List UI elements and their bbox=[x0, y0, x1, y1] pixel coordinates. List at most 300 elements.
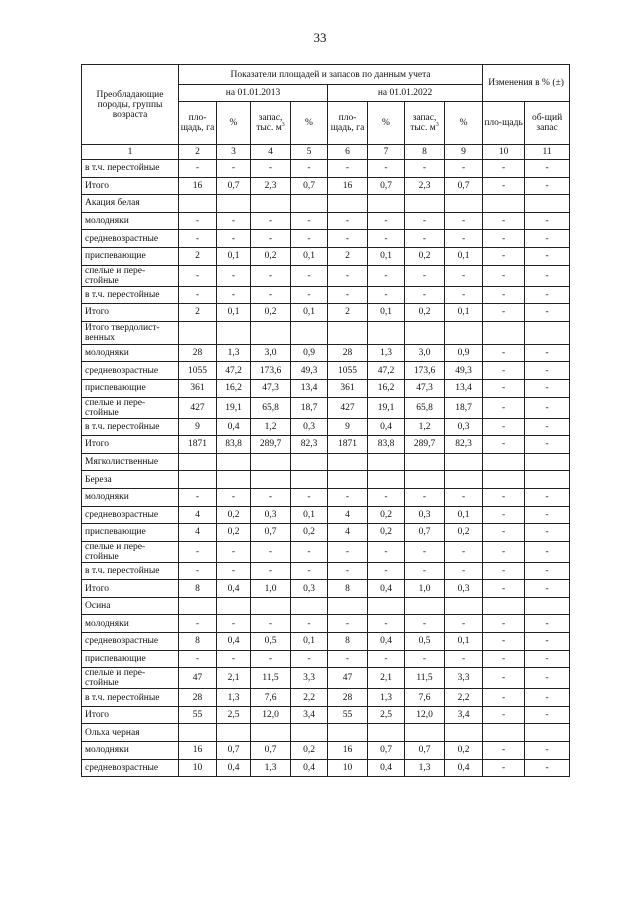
table-cell: - bbox=[291, 212, 328, 230]
forest-stock-table bbox=[81, 64, 570, 777]
table-row bbox=[82, 580, 570, 598]
row-label: средневозрастные bbox=[82, 362, 179, 380]
table-cell: 2,1 bbox=[368, 668, 405, 689]
table-cell: 19,1 bbox=[217, 397, 251, 418]
table-cell: 1,3 bbox=[217, 689, 251, 707]
table-cell: 0,4 bbox=[217, 633, 251, 651]
table-cell: - bbox=[525, 524, 570, 542]
table-cell bbox=[217, 453, 251, 471]
table-cell: - bbox=[445, 230, 483, 248]
table-cell: 16 bbox=[328, 742, 368, 760]
table-row bbox=[82, 541, 570, 562]
table-cell: - bbox=[291, 265, 328, 286]
table-cell: 9 bbox=[179, 418, 217, 436]
row-label: Итого bbox=[82, 177, 179, 195]
table-cell: - bbox=[251, 562, 291, 580]
table-cell bbox=[483, 471, 525, 489]
table-row bbox=[82, 212, 570, 230]
table-row bbox=[82, 379, 570, 397]
table-cell: 0,2 bbox=[445, 524, 483, 542]
table-cell: 0,4 bbox=[368, 759, 405, 777]
table-cell: 55 bbox=[179, 706, 217, 724]
table-cell bbox=[291, 471, 328, 489]
table-cell: - bbox=[525, 247, 570, 265]
table-cell: 8 bbox=[179, 633, 217, 651]
table-cell: 0,7 bbox=[251, 524, 291, 542]
period-2013-header: на 01.01.2013 bbox=[179, 85, 328, 102]
table-cell: 1871 bbox=[179, 436, 217, 454]
table-cell: - bbox=[525, 668, 570, 689]
table-cell: - bbox=[405, 286, 445, 304]
change-area-header: пло-щадь bbox=[483, 102, 525, 145]
table-cell: 10 bbox=[179, 759, 217, 777]
table-cell bbox=[251, 471, 291, 489]
table-cell: 0,3 bbox=[445, 418, 483, 436]
table-cell bbox=[525, 195, 570, 213]
table-cell: 19,1 bbox=[368, 397, 405, 418]
percent-2013-area-header: % bbox=[217, 102, 251, 145]
table-cell bbox=[251, 597, 291, 615]
table-row bbox=[82, 436, 570, 454]
table-cell: 55 bbox=[328, 706, 368, 724]
column-number: 1 bbox=[82, 145, 179, 160]
table-cell bbox=[251, 195, 291, 213]
table-cell: - bbox=[525, 265, 570, 286]
table-cell: - bbox=[217, 265, 251, 286]
table-cell: - bbox=[328, 230, 368, 248]
table-cell: - bbox=[368, 265, 405, 286]
table-cell: 427 bbox=[328, 397, 368, 418]
table-cell: - bbox=[445, 265, 483, 286]
table-cell: 0,2 bbox=[368, 506, 405, 524]
area-2022-header: пло-щадь, га bbox=[328, 102, 368, 145]
table-cell: 0,3 bbox=[251, 506, 291, 524]
table-cell bbox=[368, 471, 405, 489]
column-number-row bbox=[82, 145, 570, 160]
table-cell: 82,3 bbox=[445, 436, 483, 454]
table-cell: 0,2 bbox=[251, 247, 291, 265]
table-cell: - bbox=[251, 615, 291, 633]
table-cell: - bbox=[328, 212, 368, 230]
table-cell: 427 bbox=[179, 397, 217, 418]
table-cell: 3,3 bbox=[445, 668, 483, 689]
table-cell: 16,2 bbox=[368, 379, 405, 397]
table-cell: 1,0 bbox=[405, 580, 445, 598]
table-cell bbox=[368, 597, 405, 615]
table-cell: - bbox=[483, 362, 525, 380]
table-cell: 0,2 bbox=[405, 304, 445, 322]
table-cell: 0,4 bbox=[368, 418, 405, 436]
table-cell bbox=[328, 471, 368, 489]
table-cell: - bbox=[368, 212, 405, 230]
table-cell: 1,2 bbox=[405, 418, 445, 436]
table-cell: - bbox=[368, 615, 405, 633]
table-cell bbox=[179, 597, 217, 615]
table-cell: - bbox=[251, 286, 291, 304]
table-cell: - bbox=[525, 759, 570, 777]
table-cell: - bbox=[525, 344, 570, 362]
column-number: 8 bbox=[405, 145, 445, 160]
table-cell: - bbox=[405, 230, 445, 248]
table-cell: - bbox=[405, 160, 445, 178]
table-cell: 47,2 bbox=[368, 362, 405, 380]
table-row bbox=[82, 650, 570, 668]
table-cell bbox=[445, 597, 483, 615]
table-row bbox=[82, 562, 570, 580]
table-cell: - bbox=[251, 541, 291, 562]
table-cell: - bbox=[525, 212, 570, 230]
table-cell: 1,2 bbox=[251, 418, 291, 436]
table-cell bbox=[251, 724, 291, 742]
table-cell: 28 bbox=[328, 344, 368, 362]
table-cell bbox=[368, 321, 405, 344]
table-row bbox=[82, 488, 570, 506]
table-cell: 9 bbox=[328, 418, 368, 436]
table-cell: - bbox=[445, 160, 483, 178]
table-cell: 2,1 bbox=[217, 668, 251, 689]
table-cell: 2,2 bbox=[291, 689, 328, 707]
table-cell: - bbox=[525, 615, 570, 633]
table-cell: 2 bbox=[328, 304, 368, 322]
table-cell: 0,3 bbox=[291, 580, 328, 598]
table-cell bbox=[405, 453, 445, 471]
table-row bbox=[82, 230, 570, 248]
row-label: Итого bbox=[82, 304, 179, 322]
table-cell: - bbox=[483, 212, 525, 230]
table-cell: - bbox=[405, 265, 445, 286]
row-label: в т.ч. перестойные bbox=[82, 689, 179, 707]
table-row bbox=[82, 321, 570, 344]
row-label: приспевающие bbox=[82, 650, 179, 668]
table-cell: 1,0 bbox=[251, 580, 291, 598]
table-cell: - bbox=[291, 230, 328, 248]
table-cell: 0,3 bbox=[291, 418, 328, 436]
table-cell: - bbox=[483, 160, 525, 178]
table-cell: - bbox=[328, 265, 368, 286]
table-cell: 1,3 bbox=[405, 759, 445, 777]
table-cell: - bbox=[525, 580, 570, 598]
table-cell: 4 bbox=[179, 524, 217, 542]
row-label: в т.ч. перестойные bbox=[82, 160, 179, 178]
table-row bbox=[82, 160, 570, 178]
table-cell: - bbox=[483, 436, 525, 454]
table-cell: 2,2 bbox=[445, 689, 483, 707]
table-cell bbox=[179, 195, 217, 213]
table-cell bbox=[179, 321, 217, 344]
table-cell bbox=[525, 597, 570, 615]
table-cell bbox=[217, 321, 251, 344]
table-cell: - bbox=[328, 541, 368, 562]
table-cell: 11,5 bbox=[405, 668, 445, 689]
table-cell bbox=[445, 724, 483, 742]
table-cell: 13,4 bbox=[291, 379, 328, 397]
table-cell: 11,5 bbox=[251, 668, 291, 689]
table-cell: 361 bbox=[328, 379, 368, 397]
table-cell: 0,1 bbox=[368, 304, 405, 322]
table-cell: 2,5 bbox=[217, 706, 251, 724]
table-cell: - bbox=[217, 615, 251, 633]
table-cell: - bbox=[291, 650, 328, 668]
table-cell bbox=[217, 471, 251, 489]
row-label: Итого bbox=[82, 706, 179, 724]
table-cell bbox=[445, 471, 483, 489]
table-row bbox=[82, 742, 570, 760]
table-cell: - bbox=[217, 212, 251, 230]
table-cell: 0,2 bbox=[217, 506, 251, 524]
table-cell bbox=[445, 195, 483, 213]
table-cell: 1055 bbox=[328, 362, 368, 380]
table-cell bbox=[445, 321, 483, 344]
table-row bbox=[82, 195, 570, 213]
table-cell: 16 bbox=[328, 177, 368, 195]
table-cell: 0,7 bbox=[405, 742, 445, 760]
table-cell: - bbox=[525, 436, 570, 454]
table-cell bbox=[525, 471, 570, 489]
table-cell: - bbox=[525, 541, 570, 562]
table-cell: 47 bbox=[179, 668, 217, 689]
table-cell: 2,3 bbox=[251, 177, 291, 195]
table-cell: - bbox=[368, 650, 405, 668]
table-cell: - bbox=[291, 541, 328, 562]
table-cell: 0,1 bbox=[217, 304, 251, 322]
table-cell: - bbox=[483, 397, 525, 418]
table-cell: 4 bbox=[328, 506, 368, 524]
table-cell bbox=[328, 195, 368, 213]
table-row bbox=[82, 724, 570, 742]
table-cell: 1,3 bbox=[368, 344, 405, 362]
column-number: 9 bbox=[445, 145, 483, 160]
table-cell: 173,6 bbox=[251, 362, 291, 380]
table-cell: 49,3 bbox=[445, 362, 483, 380]
table-cell: - bbox=[483, 541, 525, 562]
table-cell: - bbox=[525, 379, 570, 397]
table-cell bbox=[251, 453, 291, 471]
table-cell: - bbox=[368, 541, 405, 562]
table-cell: 47,3 bbox=[251, 379, 291, 397]
table-cell: - bbox=[525, 650, 570, 668]
table-cell: - bbox=[445, 650, 483, 668]
table-cell: - bbox=[291, 615, 328, 633]
table-cell: 0,7 bbox=[368, 742, 405, 760]
table-cell: - bbox=[483, 230, 525, 248]
table-cell: - bbox=[405, 541, 445, 562]
table-cell: 2 bbox=[328, 247, 368, 265]
table-cell: 0,4 bbox=[291, 759, 328, 777]
table-cell: 4 bbox=[179, 506, 217, 524]
table-cell bbox=[405, 195, 445, 213]
table-row bbox=[82, 506, 570, 524]
table-cell: 2 bbox=[179, 304, 217, 322]
table-cell: 0,7 bbox=[405, 524, 445, 542]
table-cell bbox=[179, 453, 217, 471]
row-label: средневозрастные bbox=[82, 633, 179, 651]
table-cell: - bbox=[483, 580, 525, 598]
table-cell: 8 bbox=[328, 633, 368, 651]
table-cell: - bbox=[328, 615, 368, 633]
table-cell: - bbox=[251, 230, 291, 248]
table-cell: - bbox=[525, 362, 570, 380]
table-cell: 0,2 bbox=[405, 247, 445, 265]
table-cell: 289,7 bbox=[251, 436, 291, 454]
table-cell: - bbox=[291, 286, 328, 304]
table-cell: - bbox=[525, 562, 570, 580]
row-label: в т.ч. перестойные bbox=[82, 418, 179, 436]
table-cell: 0,1 bbox=[291, 506, 328, 524]
table-cell: 12,0 bbox=[251, 706, 291, 724]
stock-2013-header: запас, тыс. $м^3$ bbox=[251, 102, 291, 145]
table-cell: 65,8 bbox=[251, 397, 291, 418]
table-cell: - bbox=[179, 230, 217, 248]
table-cell bbox=[483, 195, 525, 213]
table-cell bbox=[445, 453, 483, 471]
table-row bbox=[82, 597, 570, 615]
table-cell: 173,6 bbox=[405, 362, 445, 380]
column-number: 2 bbox=[179, 145, 217, 160]
table-cell: - bbox=[525, 633, 570, 651]
table-cell: 28 bbox=[328, 689, 368, 707]
table-cell: - bbox=[405, 562, 445, 580]
table-cell: 65,8 bbox=[405, 397, 445, 418]
table-cell bbox=[291, 321, 328, 344]
table-cell: 361 bbox=[179, 379, 217, 397]
table-cell: - bbox=[179, 286, 217, 304]
table-cell: - bbox=[251, 650, 291, 668]
table-cell: - bbox=[179, 212, 217, 230]
table-row bbox=[82, 362, 570, 380]
table-row bbox=[82, 706, 570, 724]
table-cell: - bbox=[483, 562, 525, 580]
table-cell: 47 bbox=[328, 668, 368, 689]
table-cell: 0,2 bbox=[368, 524, 405, 542]
table-cell: 0,4 bbox=[445, 759, 483, 777]
row-label: Береза bbox=[82, 471, 179, 489]
table-cell: - bbox=[525, 742, 570, 760]
row-label: средневозрастные bbox=[82, 230, 179, 248]
table-cell: - bbox=[483, 418, 525, 436]
table-cell: - bbox=[483, 633, 525, 651]
row-label: Мягколиственные bbox=[82, 453, 179, 471]
table-cell: 12,0 bbox=[405, 706, 445, 724]
table-row bbox=[82, 344, 570, 362]
table-cell: - bbox=[525, 689, 570, 707]
table-cell: - bbox=[251, 212, 291, 230]
table-cell bbox=[291, 724, 328, 742]
table-cell: 47,2 bbox=[217, 362, 251, 380]
percent-2022-stock-header: % bbox=[445, 102, 483, 145]
species-header: Преобладающие породы, группы возраста bbox=[82, 65, 179, 145]
row-label: спелые и пере-стойные bbox=[82, 541, 179, 562]
column-number: 3 bbox=[217, 145, 251, 160]
column-number: 7 bbox=[368, 145, 405, 160]
table-cell: - bbox=[217, 160, 251, 178]
table-cell: 0,1 bbox=[445, 506, 483, 524]
table-row bbox=[82, 397, 570, 418]
row-label: Итого твердолист-венных bbox=[82, 321, 179, 344]
table-row bbox=[82, 471, 570, 489]
table-cell bbox=[405, 471, 445, 489]
table-cell: 1055 bbox=[179, 362, 217, 380]
table-cell: 13,4 bbox=[445, 379, 483, 397]
row-label: Итого bbox=[82, 580, 179, 598]
table-cell: 18,7 bbox=[445, 397, 483, 418]
table-cell: 3,4 bbox=[291, 706, 328, 724]
indicators-header: Показатели площадей и запасов по данным учета bbox=[179, 65, 483, 85]
table-cell: 0,9 bbox=[445, 344, 483, 362]
table-cell: 16 bbox=[179, 742, 217, 760]
row-label: средневозрастные bbox=[82, 506, 179, 524]
table-cell: - bbox=[483, 668, 525, 689]
table-row bbox=[82, 453, 570, 471]
table-cell bbox=[217, 597, 251, 615]
table-cell: - bbox=[368, 562, 405, 580]
table-row bbox=[82, 247, 570, 265]
table-row bbox=[82, 265, 570, 286]
table-row bbox=[82, 524, 570, 542]
table-cell bbox=[483, 321, 525, 344]
table-cell bbox=[368, 724, 405, 742]
table-cell: 16,2 bbox=[217, 379, 251, 397]
table-cell: - bbox=[525, 418, 570, 436]
table-cell: 0,7 bbox=[217, 177, 251, 195]
table-cell: 3,3 bbox=[291, 668, 328, 689]
table-cell: - bbox=[217, 562, 251, 580]
table-cell: 2,3 bbox=[405, 177, 445, 195]
column-number: 5 bbox=[291, 145, 328, 160]
table-cell: 0,3 bbox=[445, 580, 483, 598]
table-cell bbox=[483, 597, 525, 615]
table-cell: - bbox=[483, 344, 525, 362]
row-label: спелые и пере-стойные bbox=[82, 397, 179, 418]
column-number: 4 bbox=[251, 145, 291, 160]
table-cell: 0,4 bbox=[217, 418, 251, 436]
table-cell: 83,8 bbox=[368, 436, 405, 454]
table-cell bbox=[405, 724, 445, 742]
table-cell: - bbox=[179, 562, 217, 580]
row-label: молодняки bbox=[82, 212, 179, 230]
table-cell: - bbox=[291, 160, 328, 178]
table-cell: 28 bbox=[179, 689, 217, 707]
table-cell: 3,0 bbox=[251, 344, 291, 362]
table-cell: 10 bbox=[328, 759, 368, 777]
table-cell bbox=[525, 453, 570, 471]
table-cell: - bbox=[483, 177, 525, 195]
table-row bbox=[82, 633, 570, 651]
table-row bbox=[82, 615, 570, 633]
table-cell: - bbox=[483, 615, 525, 633]
row-label: средневозрастные bbox=[82, 759, 179, 777]
table-cell: 0,9 bbox=[291, 344, 328, 362]
table-cell: 0,2 bbox=[251, 304, 291, 322]
table-cell: - bbox=[328, 160, 368, 178]
row-label: Осина bbox=[82, 597, 179, 615]
table-cell: - bbox=[179, 650, 217, 668]
table-cell: - bbox=[525, 304, 570, 322]
table-cell: 7,6 bbox=[405, 689, 445, 707]
table-cell: 0,4 bbox=[368, 580, 405, 598]
table-cell: - bbox=[525, 230, 570, 248]
table-cell: 2 bbox=[179, 247, 217, 265]
area-2013-header: пло-щадь, га bbox=[179, 102, 217, 145]
table-cell: 0,1 bbox=[368, 247, 405, 265]
table-cell: 0,1 bbox=[291, 304, 328, 322]
table-cell: 7,6 bbox=[251, 689, 291, 707]
period-2022-header: на 01.01.2022 bbox=[328, 85, 483, 102]
table-cell: - bbox=[445, 615, 483, 633]
table-cell: - bbox=[328, 488, 368, 506]
table-cell: - bbox=[525, 706, 570, 724]
table-cell: - bbox=[483, 524, 525, 542]
table-cell: 8 bbox=[328, 580, 368, 598]
